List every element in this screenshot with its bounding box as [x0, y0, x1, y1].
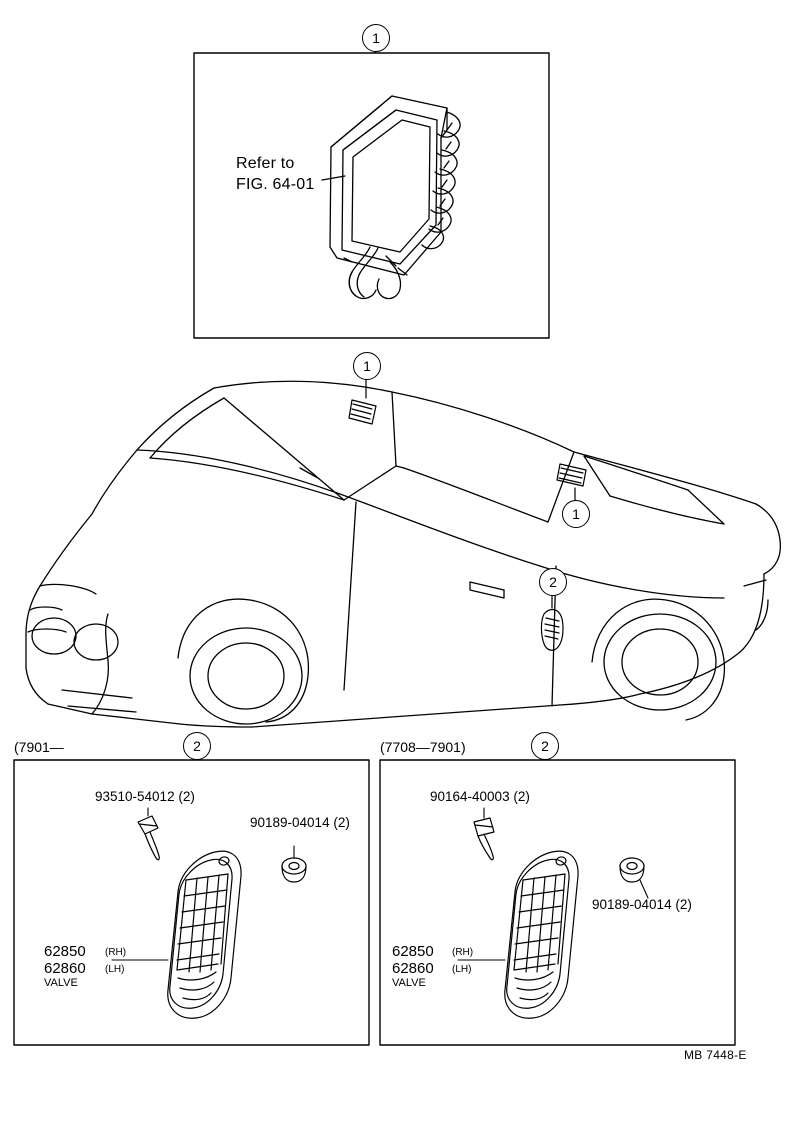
left-screw-part-label: 93510-54012 (2) [95, 789, 195, 804]
refer-to-fig-number: FIG. 64-01 [236, 176, 315, 193]
callout-1-top[interactable]: 1 [362, 24, 390, 52]
callout-2-body[interactable]: 2 [539, 568, 567, 596]
sheet-code: MB 7448-E [684, 1048, 747, 1062]
right-valve-rh-side: (RH) [452, 947, 474, 958]
left-valve-rh-number: 62850 [44, 943, 86, 960]
left-valve-word: VALVE [44, 977, 78, 989]
callout-2-left-panel[interactable]: 2 [183, 732, 211, 760]
right-valve-rh-number: 62850 [392, 943, 434, 960]
left-panel-range: (7901— [14, 739, 64, 755]
left-nut-part-label: 90189-04014 (2) [250, 815, 350, 830]
left-valve-rh-side: (RH) [105, 947, 127, 958]
right-screw-part-label: 90164-40003 (2) [430, 789, 530, 804]
callout-1-quarter[interactable]: 1 [562, 500, 590, 528]
right-valve-word: VALVE [392, 977, 426, 989]
right-panel-range: (7708—7901) [380, 739, 466, 755]
callout-2-right-panel[interactable]: 2 [531, 732, 559, 760]
right-valve-lh-side: (LH) [452, 964, 472, 975]
left-valve-lh-side: (LH) [105, 964, 125, 975]
left-valve-lh-number: 62860 [44, 960, 86, 977]
refer-to-line1: Refer to [236, 155, 295, 172]
right-valve-lh-number: 62860 [392, 960, 434, 977]
callout-1-roof[interactable]: 1 [353, 352, 381, 380]
right-nut-part-label: 90189-04014 (2) [592, 897, 692, 912]
